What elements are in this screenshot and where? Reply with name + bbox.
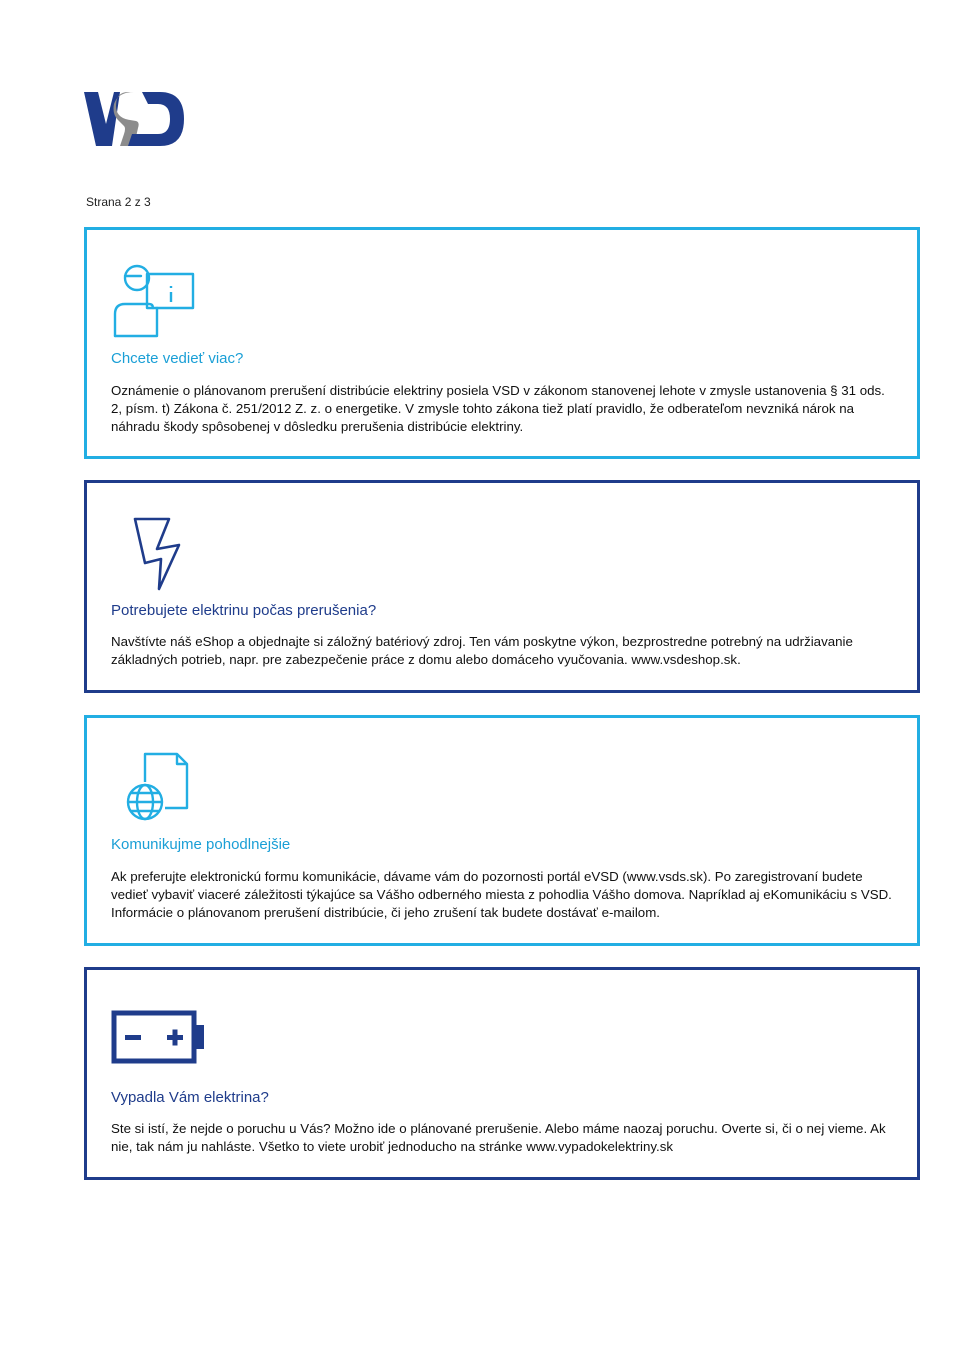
battery-icon bbox=[111, 1010, 207, 1066]
lightning-icon bbox=[131, 515, 183, 591]
section-title: Potrebujete elektrinu počas prerušenia? bbox=[111, 602, 377, 619]
section-text: Oznámenie o plánovanom prerušení distribúcie elektriny posiela VSD v zákonom stanovenej lehote v zmysle ustanovenia § 31 ods. 2, písm. t) Zákona č. 251/2012 Z. z. o energetike. V zmysle tohto zákona tiež platí pravidlo, že odberateľom nevzniká nárok na náhradu škody spôsobenej v dôsledku prerušenia distribúcie elektriny. bbox=[111, 383, 885, 434]
section-text: Navštívte náš eShop a objednajte si záložný batériový zdroj. Ten vám poskytne výkon, bezprostredne potrebný na udržiavanie základných potrieb, napr. pre zabezpečenie práce z domu alebo domáceho vyučovania. www.vsdeshop.sk. bbox=[111, 634, 853, 667]
section-text: Ste si istí, že nejde o poruchu u Vás? Možno ide o plánované prerušenie. Alebo máme naozaj poruchu. Overte si, či o nej vieme. Ak nie, tak nám ju nahláste. Všetko to viete urobiť jednoducho na stránke www.vypadokelektriny.sk bbox=[111, 1121, 886, 1154]
eshop-section bbox=[84, 480, 920, 693]
vsd-logo bbox=[84, 88, 186, 148]
document-globe-icon bbox=[125, 752, 191, 824]
info-section bbox=[84, 227, 920, 459]
communication-section bbox=[84, 715, 920, 946]
page-indicator: Strana 2 z 3 bbox=[86, 195, 151, 209]
person-info-icon bbox=[111, 264, 195, 340]
section-title: Vypadla Vám elektrina? bbox=[111, 1089, 269, 1106]
outage-section bbox=[84, 967, 920, 1180]
section-text: Ak preferujte elektronickú formu komunikácie, dávame vám do pozornosti portál eVSD (www.vsds.sk). Po zaregistrovaní budete vedieť vybaviť viaceré záležitosti týkajúce sa Vášho odberného miesta z pohodlia Vášho domova. Napríklad aj eKomunikáciu s VSD. Informácie o plánovanom prerušení distribúcie, či jeho zrušení tak budete dostávať e-mailom. bbox=[111, 869, 892, 920]
section-title: Komunikujme pohodlnejšie bbox=[111, 836, 291, 853]
section-title: Chcete vedieť viac? bbox=[111, 350, 244, 367]
